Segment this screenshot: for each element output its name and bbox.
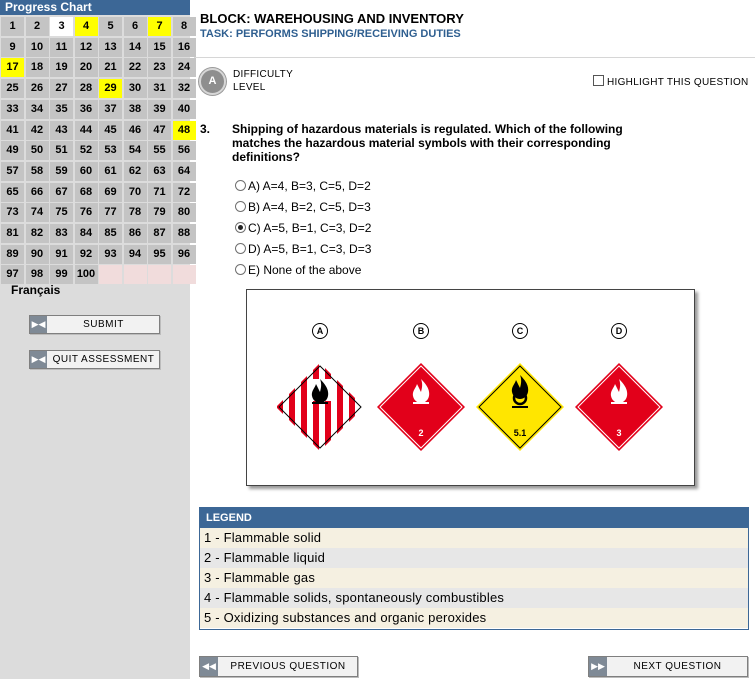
- progress-cell-26[interactable]: 26: [26, 79, 49, 98]
- progress-cell-57[interactable]: 57: [1, 162, 24, 181]
- difficulty-label-line1: DIFFICULTY: [233, 69, 294, 80]
- difficulty-label: [233, 68, 293, 94]
- previous-question-button[interactable]: [199, 656, 358, 677]
- symbol-label-b: B: [413, 323, 429, 339]
- double-left-arrow-icon: ◀◀: [200, 657, 218, 676]
- progress-cell-35[interactable]: 35: [50, 100, 73, 119]
- progress-cell-96[interactable]: 96: [173, 245, 196, 264]
- radio-option-e[interactable]: [235, 264, 246, 275]
- option-d[interactable]: [235, 242, 371, 256]
- legend-panel: [199, 507, 749, 630]
- legend-item: 1 - Flammable solid: [200, 528, 748, 548]
- radio-option-b[interactable]: [235, 201, 246, 212]
- progress-cell-58[interactable]: 58: [26, 162, 49, 181]
- progress-cell-32[interactable]: 32: [173, 79, 196, 98]
- progress-cell-77[interactable]: 77: [99, 203, 122, 222]
- double-right-arrow-icon: ▶▶: [589, 657, 607, 676]
- progress-cell-34[interactable]: 34: [26, 100, 49, 119]
- progress-cell-100[interactable]: 100: [75, 265, 98, 284]
- progress-cell-84[interactable]: 84: [75, 224, 98, 243]
- progress-cell-67[interactable]: 67: [50, 183, 73, 202]
- legend-item: 5 - Oxidizing substances and organic peroxides: [200, 608, 748, 628]
- header-divider: [194, 57, 755, 58]
- progress-cell-28[interactable]: 28: [75, 79, 98, 98]
- progress-cell-70[interactable]: 70: [124, 183, 147, 202]
- progress-cell-62[interactable]: 62: [124, 162, 147, 181]
- progress-cell-4[interactable]: 4: [75, 17, 98, 36]
- progress-cell-89[interactable]: 89: [1, 245, 24, 264]
- progress-cell-22[interactable]: 22: [124, 58, 147, 77]
- progress-cell-83[interactable]: 83: [50, 224, 73, 243]
- progress-cell-empty: [124, 265, 147, 284]
- option-c-label: C) A=5, B=1, C=3, D=2: [248, 221, 372, 235]
- progress-cell-30[interactable]: 30: [124, 79, 147, 98]
- progress-cell-36[interactable]: 36: [75, 100, 98, 119]
- progress-cell-87[interactable]: 87: [148, 224, 171, 243]
- hazard-diamond-a: [276, 360, 364, 455]
- progress-cell-16[interactable]: 16: [173, 38, 196, 57]
- legend-item: 4 - Flammable solids, spontaneously combustibles: [200, 588, 748, 608]
- option-d-label: D) A=5, B=1, C=3, D=3: [248, 242, 372, 256]
- progress-cell-55[interactable]: 55: [148, 141, 171, 160]
- progress-cell-38[interactable]: 38: [124, 100, 147, 119]
- progress-cell-76[interactable]: 76: [75, 203, 98, 222]
- highlight-label: HIGHLIGHT THIS QUESTION: [607, 77, 749, 88]
- progress-cell-63[interactable]: 63: [148, 162, 171, 181]
- radio-option-a[interactable]: [235, 180, 246, 191]
- progress-cell-92[interactable]: 92: [75, 245, 98, 264]
- progress-cell-7[interactable]: 7: [148, 17, 171, 36]
- legend-title: LEGEND: [200, 508, 748, 528]
- progress-cell-47[interactable]: 47: [148, 121, 171, 140]
- hazard-symbols-figure: [246, 289, 695, 486]
- progress-cell-2[interactable]: 2: [26, 17, 49, 36]
- submit-label: SUBMIT: [83, 319, 124, 330]
- radio-option-d[interactable]: [235, 243, 246, 254]
- progress-cell-86[interactable]: 86: [124, 224, 147, 243]
- quit-label: QUIT ASSESSMENT: [52, 354, 155, 365]
- progress-cell-80[interactable]: 80: [173, 203, 196, 222]
- progress-cell-69[interactable]: 69: [99, 183, 122, 202]
- progress-cell-54[interactable]: 54: [124, 141, 147, 160]
- option-e-label: E) None of the above: [248, 263, 362, 277]
- progress-cell-61[interactable]: 61: [99, 162, 122, 181]
- progress-cell-5[interactable]: 5: [99, 17, 122, 36]
- block-title: BLOCK: WAREHOUSING AND INVENTORY: [200, 11, 464, 26]
- task-title: TASK: PERFORMS SHIPPING/RECEIVING DUTIES: [200, 28, 461, 40]
- progress-cell-52[interactable]: 52: [75, 141, 98, 160]
- progress-cell-27[interactable]: 27: [50, 79, 73, 98]
- progress-cell-91[interactable]: 91: [50, 245, 73, 264]
- progress-cell-6[interactable]: 6: [124, 17, 147, 36]
- progress-cell-79[interactable]: 79: [148, 203, 171, 222]
- hazard-symbols-svg: [247, 290, 696, 487]
- class-number-d: 3: [616, 428, 622, 438]
- progress-cell-44[interactable]: 44: [75, 121, 98, 140]
- progress-cell-39[interactable]: 39: [148, 100, 171, 119]
- quit-arrow-icon: ▶◀: [30, 351, 47, 368]
- progress-cell-82[interactable]: 82: [26, 224, 49, 243]
- previous-question-label: PREVIOUS QUESTION: [230, 661, 346, 672]
- progress-cell-37[interactable]: 37: [99, 100, 122, 119]
- progress-cell-24[interactable]: 24: [173, 58, 196, 77]
- progress-cell-65[interactable]: 65: [1, 183, 24, 202]
- progress-cell-95[interactable]: 95: [148, 245, 171, 264]
- progress-cell-64[interactable]: 64: [173, 162, 196, 181]
- class-number-b: 2: [418, 428, 424, 438]
- progress-cell-19[interactable]: 19: [50, 58, 73, 77]
- progress-cell-50[interactable]: 50: [26, 141, 49, 160]
- progress-cell-90[interactable]: 90: [26, 245, 49, 264]
- option-a[interactable]: [235, 179, 371, 193]
- progress-cell-17[interactable]: 17: [1, 58, 24, 77]
- progress-cell-18[interactable]: 18: [26, 58, 49, 77]
- progress-cell-1[interactable]: 1: [1, 17, 24, 36]
- radio-option-c[interactable]: [235, 222, 246, 233]
- progress-cell-74[interactable]: 74: [26, 203, 49, 222]
- progress-cell-45[interactable]: 45: [99, 121, 122, 140]
- progress-cell-8[interactable]: 8: [173, 17, 196, 36]
- progress-cell-78[interactable]: 78: [124, 203, 147, 222]
- submit-arrow-icon: ▶◀: [30, 316, 47, 333]
- progress-cell-15[interactable]: 15: [148, 38, 171, 57]
- progress-cell-75[interactable]: 75: [50, 203, 73, 222]
- progress-cell-23[interactable]: 23: [148, 58, 171, 77]
- class-number-c: 5.1: [513, 428, 527, 438]
- progress-cell-21[interactable]: 21: [99, 58, 122, 77]
- question-number: 3.: [200, 122, 211, 136]
- progress-cell-12[interactable]: 12: [75, 38, 98, 57]
- next-question-button[interactable]: [588, 656, 748, 677]
- option-b-label: B) A=4, B=2, C=5, D=3: [248, 200, 371, 214]
- progress-cell-93[interactable]: 93: [99, 245, 122, 264]
- progress-cell-empty: [148, 265, 171, 284]
- option-c[interactable]: [235, 221, 371, 235]
- language-link[interactable]: Français: [11, 283, 61, 297]
- progress-cell-98[interactable]: 98: [26, 265, 49, 284]
- progress-cell-66[interactable]: 66: [26, 183, 49, 202]
- legend-item: 3 - Flammable gas: [200, 568, 748, 588]
- difficulty-label-line2: LEVEL: [233, 82, 266, 93]
- legend-item: 2 - Flammable liquid: [200, 548, 748, 568]
- difficulty-badge: A: [199, 68, 226, 95]
- option-b[interactable]: [235, 200, 371, 214]
- progress-cell-99[interactable]: 99: [50, 265, 73, 284]
- progress-cell-31[interactable]: 31: [148, 79, 171, 98]
- submit-button[interactable]: [29, 315, 160, 334]
- progress-cell-9[interactable]: 9: [1, 38, 24, 57]
- progress-cell-85[interactable]: 85: [99, 224, 122, 243]
- progress-cell-73[interactable]: 73: [1, 203, 24, 222]
- progress-cell-53[interactable]: 53: [99, 141, 122, 160]
- symbol-label-c: C: [512, 323, 528, 339]
- progress-cell-94[interactable]: 94: [124, 245, 147, 264]
- progress-cell-81[interactable]: 81: [1, 224, 24, 243]
- progress-sidebar: [0, 0, 190, 679]
- progress-cell-88[interactable]: 88: [173, 224, 196, 243]
- symbol-label-a: A: [312, 323, 328, 339]
- progress-cell-71[interactable]: 71: [148, 183, 171, 202]
- progress-cell-33[interactable]: 33: [1, 100, 24, 119]
- progress-cell-14[interactable]: 14: [124, 38, 147, 57]
- next-question-label: NEXT QUESTION: [633, 661, 722, 672]
- progress-cell-72[interactable]: 72: [173, 183, 196, 202]
- highlight-checkbox[interactable]: [593, 75, 604, 86]
- progress-cell-40[interactable]: 40: [173, 100, 196, 119]
- quit-assessment-button[interactable]: [29, 350, 160, 369]
- progress-cell-11[interactable]: 11: [50, 38, 73, 57]
- progress-cell-56[interactable]: 56: [173, 141, 196, 160]
- progress-cell-3[interactable]: 3: [50, 17, 73, 36]
- progress-cell-60[interactable]: 60: [75, 162, 98, 181]
- progress-chart-title: Progress Chart: [0, 0, 190, 15]
- progress-cell-49[interactable]: 49: [1, 141, 24, 160]
- progress-cell-13[interactable]: 13: [99, 38, 122, 57]
- progress-cell-20[interactable]: 20: [75, 58, 98, 77]
- progress-cell-48[interactable]: 48: [173, 121, 196, 140]
- progress-cell-68[interactable]: 68: [75, 183, 98, 202]
- progress-cell-empty: [99, 265, 122, 284]
- progress-cell-empty: [173, 265, 196, 284]
- progress-cell-51[interactable]: 51: [50, 141, 73, 160]
- progress-cell-43[interactable]: 43: [50, 121, 73, 140]
- progress-cell-42[interactable]: 42: [26, 121, 49, 140]
- highlight-question-toggle[interactable]: [593, 75, 749, 88]
- question-text: Shipping of hazardous materials is regulated. Which of the following matches the hazardous material symbols with their corresponding definitions?: [232, 122, 623, 164]
- option-e[interactable]: [235, 263, 361, 277]
- progress-cell-41[interactable]: 41: [1, 121, 24, 140]
- progress-cell-29[interactable]: 29: [99, 79, 122, 98]
- progress-cell-97[interactable]: 97: [1, 265, 24, 284]
- progress-cell-59[interactable]: 59: [50, 162, 73, 181]
- symbol-label-d: D: [611, 323, 627, 339]
- progress-cell-25[interactable]: 25: [1, 79, 24, 98]
- option-a-label: A) A=4, B=3, C=5, D=2: [248, 179, 371, 193]
- progress-cell-10[interactable]: 10: [26, 38, 49, 57]
- progress-cell-46[interactable]: 46: [124, 121, 147, 140]
